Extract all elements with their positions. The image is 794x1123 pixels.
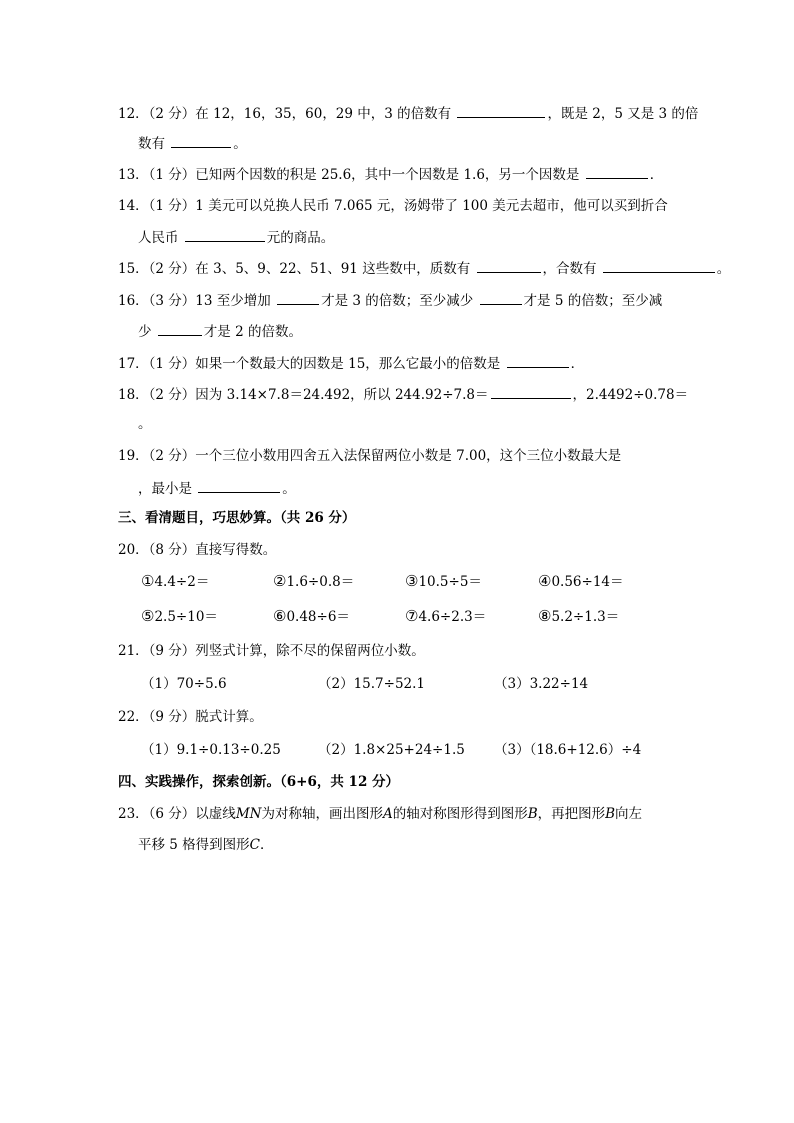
q20-item-7 bbox=[405, 606, 486, 627]
question-23-line2 bbox=[138, 835, 684, 855]
question-19-line1 bbox=[118, 446, 684, 466]
q23-mn: MN bbox=[235, 806, 262, 822]
q16-blank-2[interactable] bbox=[480, 290, 522, 305]
q18-mid: ，2.4492÷0.78＝ bbox=[572, 387, 689, 403]
question-18-line2 bbox=[138, 414, 684, 434]
question-18-line1 bbox=[118, 384, 689, 405]
q20-num-3: ③ bbox=[405, 572, 419, 590]
q20-expr-6: 0.48÷6＝ bbox=[286, 609, 350, 625]
question-12-line1 bbox=[118, 103, 699, 124]
question-14-line1 bbox=[118, 196, 684, 216]
q15-mid: ，合数有 bbox=[542, 261, 597, 277]
q16-blank-3[interactable] bbox=[158, 321, 202, 336]
question-13 bbox=[118, 164, 684, 185]
q12-text-mid: ，既是 2，5 又是 3 的倍 bbox=[547, 106, 699, 122]
q12-text-end: 。 bbox=[233, 136, 247, 152]
question-19-line2 bbox=[138, 478, 684, 499]
q18-blank-1[interactable] bbox=[491, 384, 571, 399]
q17-end: ． bbox=[570, 356, 585, 372]
q13-text: 13．（1 分）已知两个因数的积是 25.6，其中一个因数是 1.6，另一个因数是 bbox=[118, 167, 580, 183]
q23-text-c: 的轴对称图形得到图形 bbox=[392, 806, 528, 822]
q20-item-3 bbox=[405, 571, 482, 592]
q15-end: 。 bbox=[716, 261, 731, 277]
q18-text: 18．（2 分）因为 3.14×7.8＝24.492，所以 244.92÷7.8＝ bbox=[118, 387, 489, 403]
q19-text: 19．（2 分）一个三位小数用四舍五入法保留两位小数是 7.00，这个三位小数最大是 bbox=[118, 448, 622, 464]
question-12-line2 bbox=[138, 133, 684, 154]
question-21-title: 21．（9 分）列竖式计算，除不尽的保留两位小数。 bbox=[118, 643, 425, 659]
q16-text-e: 才是 2 的倍数。 bbox=[203, 324, 302, 340]
q20-num-6: ⑥ bbox=[273, 607, 287, 625]
q23-text-line2: 平移 5 格得到图形 bbox=[138, 837, 250, 853]
section-4-heading: 四、实践操作，探索创新。（6+6，共 12 分） bbox=[118, 774, 400, 790]
q12-blank-2[interactable] bbox=[171, 133, 231, 148]
q22-item-3: （3）（18.6+12.6）÷4 bbox=[494, 742, 642, 758]
q16-text-b: 才是 3 的倍数；至少减少 bbox=[321, 293, 474, 309]
q20-item-2 bbox=[273, 571, 354, 592]
q16-text-c: 才是 5 的倍数；至少减 bbox=[523, 293, 663, 309]
q19-blank[interactable] bbox=[198, 478, 280, 493]
q20-expr-5: 2.5÷10＝ bbox=[154, 609, 218, 625]
q12-blank-1[interactable] bbox=[457, 103, 545, 118]
q20-num-4: ④ bbox=[538, 572, 552, 590]
q13-end: ． bbox=[649, 167, 664, 183]
q19-end: 。 bbox=[282, 481, 296, 497]
q23-figure-b2: B bbox=[605, 806, 616, 822]
q20-expr-8: 5.2÷1.3＝ bbox=[551, 609, 620, 625]
q20-expr-3: 10.5÷5＝ bbox=[418, 574, 482, 590]
q13-blank[interactable] bbox=[586, 164, 648, 179]
question-20-title: 20．（8 分）直接写得数。 bbox=[118, 542, 277, 558]
q20-expr-4: 0.56÷14＝ bbox=[551, 574, 624, 590]
q19-text-2: ，最小是 bbox=[138, 481, 192, 497]
q12-text: 12．（2 分）在 12，16，35，60，29 中，3 的倍数有 bbox=[118, 106, 452, 122]
q12-text-2: 数有 bbox=[138, 136, 165, 152]
q20-item-8 bbox=[538, 606, 619, 627]
q17-blank[interactable] bbox=[507, 353, 569, 368]
q18-end: 。 bbox=[138, 416, 152, 432]
q20-num-8: ⑧ bbox=[538, 607, 552, 625]
q20-num-2: ② bbox=[273, 572, 287, 590]
q20-num-7: ⑦ bbox=[405, 607, 419, 625]
q21-item-3: （3）3.22÷14 bbox=[494, 676, 589, 692]
question-15 bbox=[118, 258, 731, 279]
q20-expr-7: 4.6÷2.3＝ bbox=[418, 609, 487, 625]
q14-end: 元的商品。 bbox=[266, 230, 335, 246]
q14-text: 14．（1 分）1 美元可以兑换人民币 7.065 元，汤姆带了 100 美元去超市，他可以买到折合 bbox=[118, 198, 668, 214]
q23-text-d: ，再把图形 bbox=[537, 806, 606, 822]
question-22-title: 22．（9 分）脱式计算。 bbox=[118, 709, 263, 725]
question-16-line2 bbox=[138, 321, 684, 342]
q22-item-1: （1）9.1÷0.13÷0.25 bbox=[141, 742, 281, 758]
q23-text-a: 23．（6 分）以虚线 bbox=[118, 806, 236, 822]
q20-num-5: ⑤ bbox=[141, 607, 155, 625]
q20-item-1 bbox=[141, 571, 209, 592]
q14-text-2: 人民币 bbox=[138, 230, 179, 246]
q17-text: 17．（1 分）如果一个数最大的因数是 15，那么它最小的倍数是 bbox=[118, 356, 501, 372]
q23-figure-b: B bbox=[527, 806, 538, 822]
q20-item-4 bbox=[538, 571, 624, 592]
q20-expr-2: 1.6÷0.8＝ bbox=[286, 574, 355, 590]
q20-item-5 bbox=[141, 606, 218, 627]
q23-figure-c: C bbox=[249, 837, 261, 853]
q15-blank-1[interactable] bbox=[477, 258, 541, 273]
q14-blank[interactable] bbox=[185, 227, 265, 242]
question-23-line1 bbox=[118, 804, 684, 824]
q16-blank-1[interactable] bbox=[277, 290, 319, 305]
q20-num-1: ① bbox=[141, 572, 155, 590]
q23-text-b: 为对称轴，画出图形 bbox=[261, 806, 383, 822]
q21-item-1: （1）70÷5.6 bbox=[141, 676, 227, 692]
question-16-line1 bbox=[118, 290, 684, 311]
q23-text-e: 向左 bbox=[615, 806, 643, 822]
q16-text-d: 少 bbox=[138, 324, 152, 340]
q20-item-6 bbox=[273, 606, 350, 627]
q20-expr-1: 4.4÷2＝ bbox=[154, 574, 210, 590]
q16-text-a: 16．（3 分）13 至少增加 bbox=[118, 293, 271, 309]
q23-figure-a: A bbox=[382, 806, 393, 822]
question-14-line2 bbox=[138, 227, 684, 248]
q15-text: 15．（2 分）在 3、5、9、22、51、91 这些数中，质数有 bbox=[118, 261, 471, 277]
question-17 bbox=[118, 353, 684, 374]
q15-blank-2[interactable] bbox=[603, 258, 715, 273]
q21-item-2: （2）15.7÷52.1 bbox=[318, 676, 426, 692]
q22-item-2: （2）1.8×25+24÷1.5 bbox=[318, 742, 465, 758]
section-3-heading: 三、看清题目，巧思妙算。（共 26 分） bbox=[118, 510, 356, 526]
q23-end: ． bbox=[260, 837, 274, 853]
